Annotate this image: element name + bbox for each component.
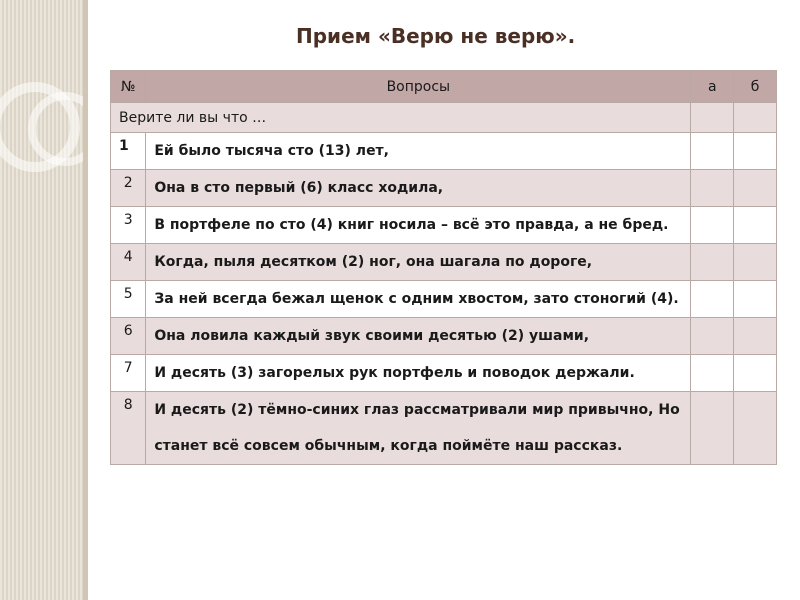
questions-table	[110, 70, 777, 465]
question-text: И десять (3) загорелых рук портфель и поводок держали.	[146, 355, 691, 392]
row-number: 5	[111, 281, 146, 318]
header-a: а	[691, 71, 734, 103]
header-questions: Вопросы	[146, 71, 691, 103]
answer-b-cell[interactable]	[734, 170, 777, 207]
answer-a-cell[interactable]	[691, 170, 734, 207]
table-row	[111, 207, 777, 244]
row-number: 8	[111, 392, 146, 465]
answer-a-cell[interactable]	[691, 318, 734, 355]
question-text: Она в сто первый (6) класс ходила,	[146, 170, 691, 207]
answer-b-cell[interactable]	[734, 207, 777, 244]
answer-a-cell[interactable]	[691, 133, 734, 170]
question-text: Ей было тысяча сто (13) лет,	[146, 133, 691, 170]
table-row	[111, 281, 777, 318]
row-number: 1	[111, 133, 146, 170]
answer-a-cell[interactable]	[691, 244, 734, 281]
header-number: №	[111, 71, 146, 103]
table-row	[111, 133, 777, 170]
answer-b-cell[interactable]	[734, 392, 777, 465]
band-edge	[83, 0, 88, 600]
question-text: Она ловила каждый звук своими десятью (2) ушами,	[146, 318, 691, 355]
answer-a-cell[interactable]	[691, 355, 734, 392]
row-number: 7	[111, 355, 146, 392]
decorative-side-band	[0, 0, 88, 600]
question-text: Когда, пыля десятком (2) ног, она шагала по дороге,	[146, 244, 691, 281]
answer-b-cell[interactable]	[734, 281, 777, 318]
answer-b-cell[interactable]	[734, 133, 777, 170]
answer-b-cell[interactable]	[734, 355, 777, 392]
question-text: В портфеле по сто (4) книг носила – всё это правда, а не бред.	[146, 207, 691, 244]
answer-a-cell[interactable]	[691, 207, 734, 244]
table-row	[111, 244, 777, 281]
row-number: 2	[111, 170, 146, 207]
row-number: 3	[111, 207, 146, 244]
table-row	[111, 318, 777, 355]
header-b: б	[734, 71, 777, 103]
table-row	[111, 355, 777, 392]
answer-a-cell[interactable]	[691, 281, 734, 318]
table-row	[111, 170, 777, 207]
table-header-row	[111, 71, 777, 103]
answer-b-cell[interactable]	[734, 318, 777, 355]
row-number: 4	[111, 244, 146, 281]
question-text: И десять (2) тёмно-синих глаз рассматривали мир привычно, Но станет всё совсем обычным, когда поймёте наш рассказ.	[146, 392, 691, 465]
question-text: За ней всегда бежал щенок с одним хвостом, зато стоногий (4).	[146, 281, 691, 318]
answer-b-cell[interactable]	[734, 244, 777, 281]
row-number: 6	[111, 318, 146, 355]
answer-b-cell[interactable]	[734, 103, 777, 133]
intro-text: Верите ли вы что …	[111, 103, 691, 133]
slide-title: Прием «Верю не верю».	[296, 24, 576, 48]
table-row	[111, 392, 777, 465]
intro-row	[111, 103, 777, 133]
answer-a-cell[interactable]	[691, 103, 734, 133]
answer-a-cell[interactable]	[691, 392, 734, 465]
